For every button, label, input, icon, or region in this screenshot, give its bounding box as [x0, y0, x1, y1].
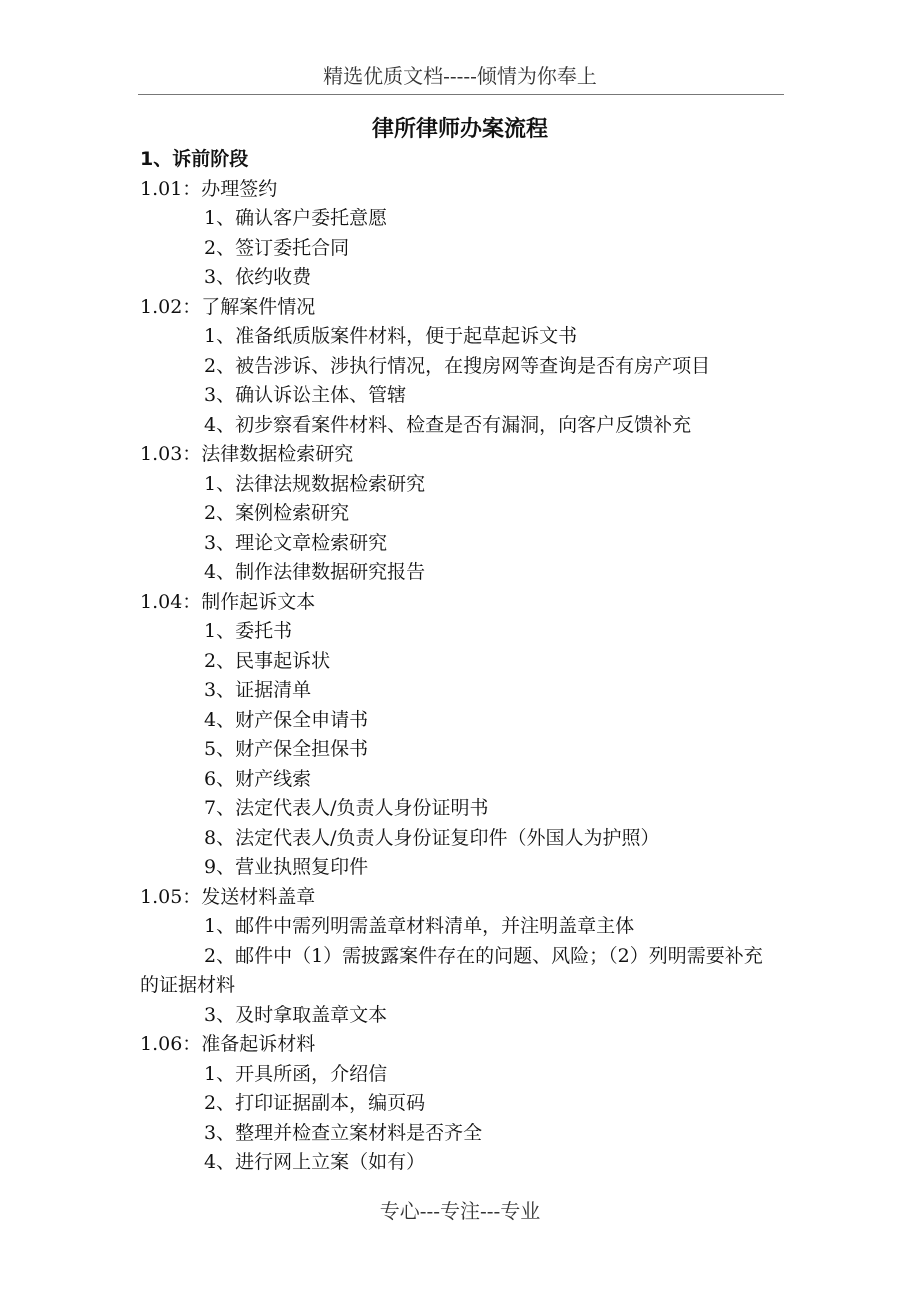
list-item-wrapped-first: 2、邮件中（1）需披露案件存在的问题、风险；（2）列明需要补充	[204, 944, 763, 967]
list-item: 2、民事起诉状	[204, 649, 331, 672]
section-heading: 1、诉前阶段	[140, 148, 249, 170]
list-item: 2、被告涉诉、涉执行情况，在搜房网等查询是否有房产项目	[204, 354, 711, 377]
document-body	[140, 145, 790, 1178]
document-title: 律所律师办案流程	[371, 117, 548, 142]
list-item-wrapped-continuation: 的证据材料	[140, 974, 236, 996]
list-item: 4、进行网上立案（如有）	[204, 1151, 426, 1173]
list-item: 3、确认诉讼主体、管辖	[204, 384, 407, 406]
subsection-heading-1-06: 1.06：准备起诉材料	[140, 1033, 316, 1055]
list-item: 1、确认客户委托意愿	[204, 207, 388, 229]
list-item: 9、营业执照复印件	[204, 856, 369, 878]
header-divider	[138, 94, 784, 95]
list-item: 3、依约收费	[204, 266, 312, 288]
list-item: 2、打印证据副本，编页码	[204, 1092, 426, 1114]
subsection-heading-1-02: 1.02：了解案件情况	[140, 295, 316, 318]
list-item: 3、及时拿取盖章文本	[204, 1003, 388, 1026]
subsection-heading-1-04: 1.04：制作起诉文本	[140, 590, 316, 613]
list-item: 3、整理并检查立案材料是否齐全	[204, 1121, 483, 1144]
subsection-heading-1-03: 1.03：法律数据检索研究	[140, 443, 354, 465]
list-item: 4、财产保全申请书	[204, 708, 369, 731]
list-item: 6、财产线索	[204, 767, 312, 790]
subsection-heading-1-01: 1.01：办理签约	[140, 177, 278, 200]
list-item: 1、准备纸质版案件材料，便于起草起诉文书	[204, 325, 578, 347]
list-item: 1、委托书	[204, 620, 293, 642]
list-item: 3、证据清单	[204, 679, 312, 701]
page-footer: 专心---专注---专业	[379, 1199, 541, 1223]
list-item: 1、邮件中需列明需盖章材料清单，并注明盖章主体	[204, 915, 635, 937]
list-item: 2、签订委托合同	[204, 236, 350, 259]
list-item: 4、制作法律数据研究报告	[204, 561, 426, 583]
list-item: 8、法定代表人/负责人身份证复印件（外国人为护照）	[204, 826, 660, 849]
list-item: 1、法律法规数据检索研究	[204, 472, 426, 495]
subsection-heading-1-05: 1.05：发送材料盖章	[140, 885, 316, 908]
list-item: 7、法定代表人/负责人身份证明书	[204, 797, 489, 819]
list-item: 3、理论文章检索研究	[204, 531, 388, 554]
list-item: 2、案例检索研究	[204, 502, 350, 524]
list-item: 1、开具所函，介绍信	[204, 1062, 388, 1085]
list-item: 5、财产保全担保书	[204, 738, 369, 760]
list-item: 4、初步察看案件材料、检查是否有漏洞，向客户反馈补充	[204, 413, 692, 436]
page-header: 精选优质文档-----倾情为你奉上	[323, 64, 597, 88]
